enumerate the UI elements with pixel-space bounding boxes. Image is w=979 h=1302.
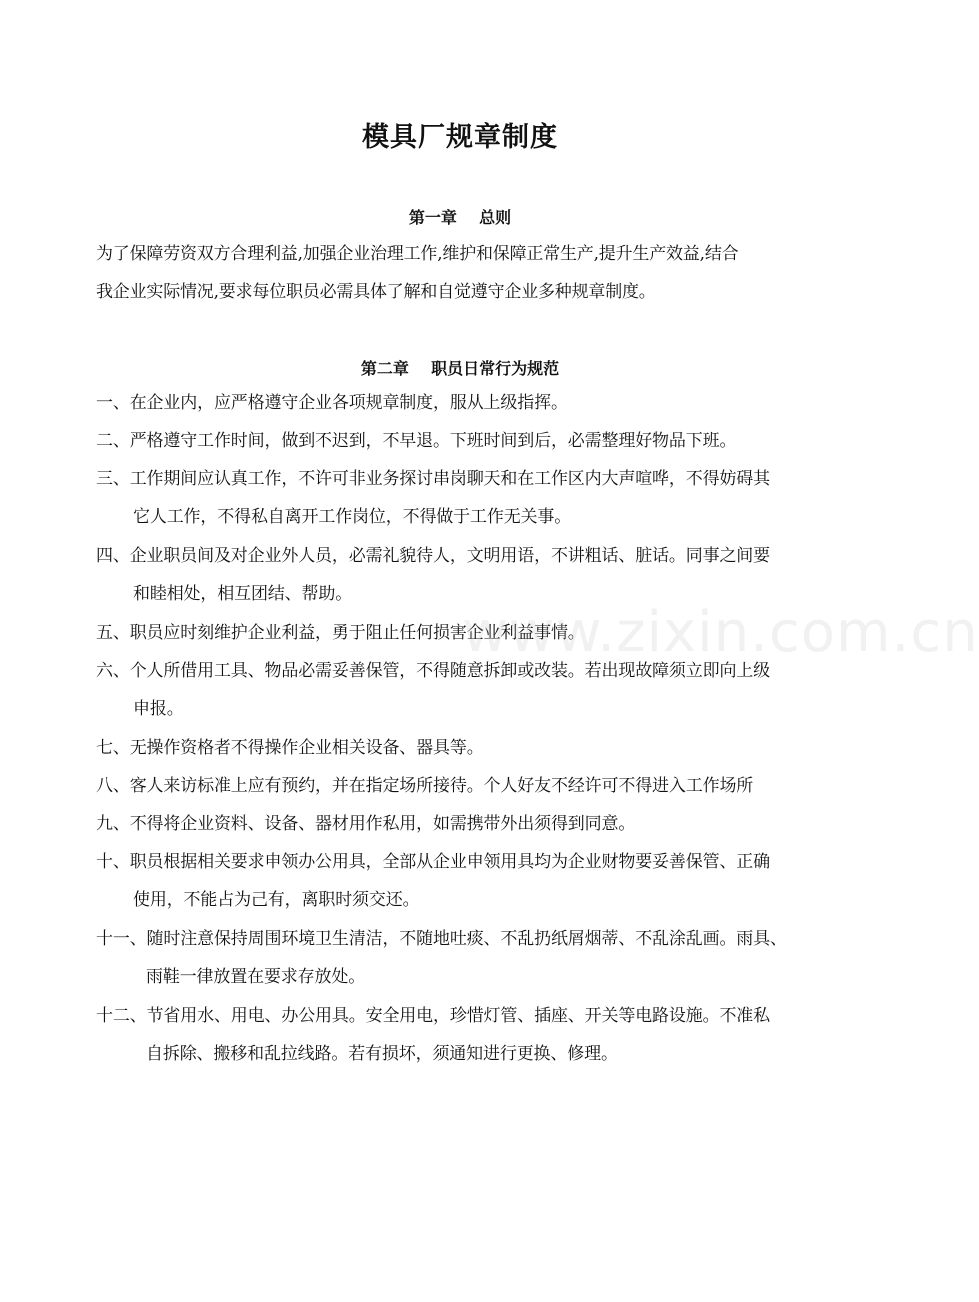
rule-item-1-line-1: 一、在企业内，应严格遵守企业各项规章制度，服从上级指挥。: [96, 393, 568, 413]
rule-item-11-line-2: 雨鞋一律放置在要求存放处。: [146, 967, 366, 987]
rule-item-3-line-2: 它人工作，不得私自离开工作岗位，不得做于工作无关事。: [133, 507, 572, 527]
rule-item-2-line-1: 二、严格遵守工作时间，做到不迟到，不早退。下班时间到后，必需整理好物品下班。: [96, 431, 737, 451]
rule-item-8: [96, 767, 841, 805]
rule-item-5: [96, 614, 841, 652]
chapter-2-heading: 第二章 职员日常行为规范: [360, 359, 560, 378]
rule-item-11: [96, 920, 841, 996]
rule-item-10: [96, 843, 841, 919]
document-title: 模具厂规章制度: [362, 122, 558, 153]
chapter-1-paragraph-line-2: 我企业实际情况,要求每位职员必需具体了解和自觉遵守企业多种规章制度。: [96, 282, 656, 302]
rule-item-7: [96, 729, 841, 767]
rule-item-2: [96, 422, 841, 460]
rule-item-4: [96, 537, 841, 613]
rule-item-6-line-2: 申报。: [133, 699, 184, 719]
rule-item-10-line-1: 十、职员根据相关要求申领办公用具，全部从企业申领用具均为企业财物要妥善保管、正确: [96, 852, 770, 872]
rule-item-7-line-1: 七、无操作资格者不得操作企业相关设备、器具等。: [96, 738, 484, 758]
rule-item-12-line-1: 十二、节省用水、用电、办公用具。安全用电，珍惜灯管、插座、开关等电路设施。不准私: [96, 1006, 770, 1026]
rule-item-6-line-1: 六、个人所借用工具、物品必需妥善保管，不得随意拆卸或改装。若出现故障须立即向上级: [96, 661, 770, 681]
rule-item-10-line-2: 使用，不能占为己有，离职时须交还。: [133, 890, 420, 910]
rule-item-12: [96, 997, 841, 1073]
rule-item-12-line-2: 自拆除、搬移和乱拉线路。若有损坏，须通知进行更换、修理。: [146, 1044, 618, 1064]
rule-item-11-line-1: 十一、随时注意保持周围环境卫生清洁，不随地吐痰、不乱扔纸屑烟蒂、不乱涂乱画。雨具、: [96, 929, 787, 949]
rule-item-4-line-2: 和睦相处，相互团结、帮助。: [133, 584, 353, 604]
rule-item-1: [96, 384, 841, 422]
chapter-1-paragraph-line-1: 为了保障劳资双方合理利益,加强企业治理工作,维护和保障正常生产,提升生产效益,结合: [96, 244, 739, 264]
rule-item-3: [96, 460, 841, 536]
rule-item-6: [96, 652, 841, 728]
rule-item-4-line-1: 四、企业职员间及对企业外人员，必需礼貌待人，文明用语，不讲粗话、脏话。同事之间要: [96, 546, 770, 566]
rule-item-9-line-1: 九、不得将企业资料、设备、器材用作私用，如需携带外出须得到同意。: [96, 814, 636, 834]
rule-item-3-line-1: 三、工作期间应认真工作，不许可非业务探讨串岗聊天和在工作区内大声喧哗，不得妨碍其: [96, 469, 770, 489]
rule-item-5-line-1: 五、职员应时刻维护企业利益，勇于阻止任何损害企业利益事情。: [96, 623, 585, 643]
rule-item-9: [96, 805, 841, 843]
rule-item-8-line-1: 八、客人来访标准上应有预约，并在指定场所接待。个人好友不经许可不得进入工作场所: [96, 776, 754, 796]
chapter-1-heading: 第一章 总则: [408, 208, 512, 227]
watermark-text: www.zixin.com.cn: [462, 600, 979, 665]
